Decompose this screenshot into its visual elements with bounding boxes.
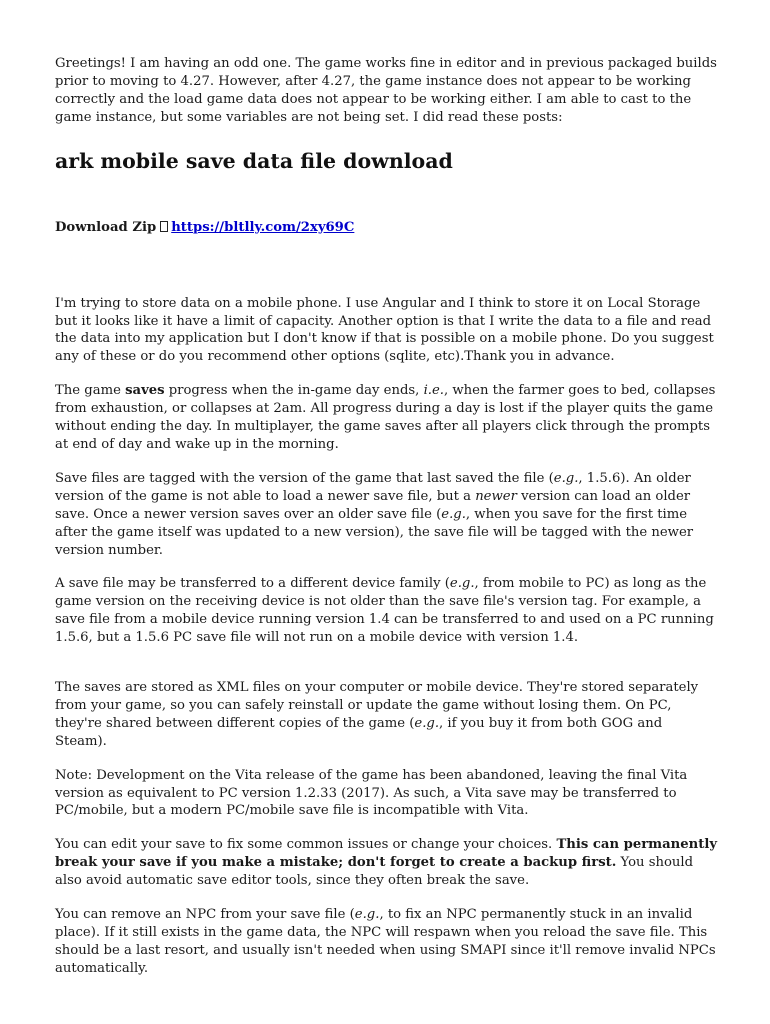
document-page <box>55 55 717 994</box>
paragraph-xml-storage: The saves are stored as XML files on your computer or mobile device. They're stored separately from your game, so you can safely reinstall or update the game without losing them. On PC, they're shared between different copies of the game (e.g., if you buy it from both GOG and Steam). <box>55 680 699 749</box>
paragraph-vita-note: Note: Development on the Vita release of the game has been abandoned, leaving the final Vita version as equivalent to PC version 1.2.33 (2017). As such, a Vita save may be transferred to PC/mobile, but a modern PC/mobile save file is incompatible with Vita. <box>55 767 688 819</box>
download-link[interactable]: https://bltlly.com/2xy69C <box>171 219 355 235</box>
paragraph-saving: The game saves progress when the in-game day ends, i.e., when the farmer goes to bed, collapses from exhaustion, or collapses at 2am. All progress during a day is lost if the player quits the game without ending the day. In multiplayer, the game saves after all players click through the prompts at end of day and wake up in the morning. <box>55 383 716 452</box>
missing-glyph-icon <box>160 221 168 232</box>
paragraph-transfer: A save file may be transferred to a different device family (e.g., from mobile to PC) as long as the game version on the receiving device is not older than the save file's version tag. For example, a save file from a mobile device running version 1.4 can be transferred to and used on a PC running 1.5.6, but a 1.5.6 PC save file will not run on a mobile device with version 1.4. <box>55 576 714 646</box>
download-line <box>55 219 717 237</box>
paragraph-editing: You can edit your save to fix some common issues or change your choices. This can permanently break your save if you make a mistake; don't forget to create a backup first. You should also avoid automatic save editor tools, since they often break the save. <box>55 837 718 889</box>
download-label: Download Zip <box>55 219 157 235</box>
paragraph-remove-npc: You can remove an NPC from your save file (e.g., to fix an NPC permanently stuck in an invalid place). If it still exists in the game data, the NPC will respawn when you reload the save file. This should be a last resort, and usually isn't needed when using SMAPI since it'll remove invalid NPCs automatically. <box>55 907 716 976</box>
paragraph-storage-question: I'm trying to store data on a mobile phone. I use Angular and I think to store it on Local Storage but it looks like it have a limit of capacity. Another option is that I write the data to a file and read the data into my application but I don't know if that is possible on a mobile phone. Do you suggest any of these or do you recommend other options (sqlite, etc).Thank you in advance. <box>55 295 714 365</box>
intro-paragraph: Greetings! I am having an odd one. The game works fine in editor and in previous packaged builds prior to moving to 4.27. However, after 4.27, the game instance does not appear to be working correctly and the load game data does not appear to be working either. I am able to cast to the game instance, but some variables are not being set. I did read these posts: <box>55 56 717 125</box>
page-title: ark mobile save data file download <box>55 148 453 173</box>
paragraph-versions: Save files are tagged with the version of the game that last saved the file (e.g., 1.5.6). An older version of the game is not able to load a newer save file, but a newer version can load an older save. Once a newer version saves over an older save file (e.g., when you save for the first time after the game itself was updated to a new version), the save file will be tagged with the newer version number. <box>55 470 694 558</box>
